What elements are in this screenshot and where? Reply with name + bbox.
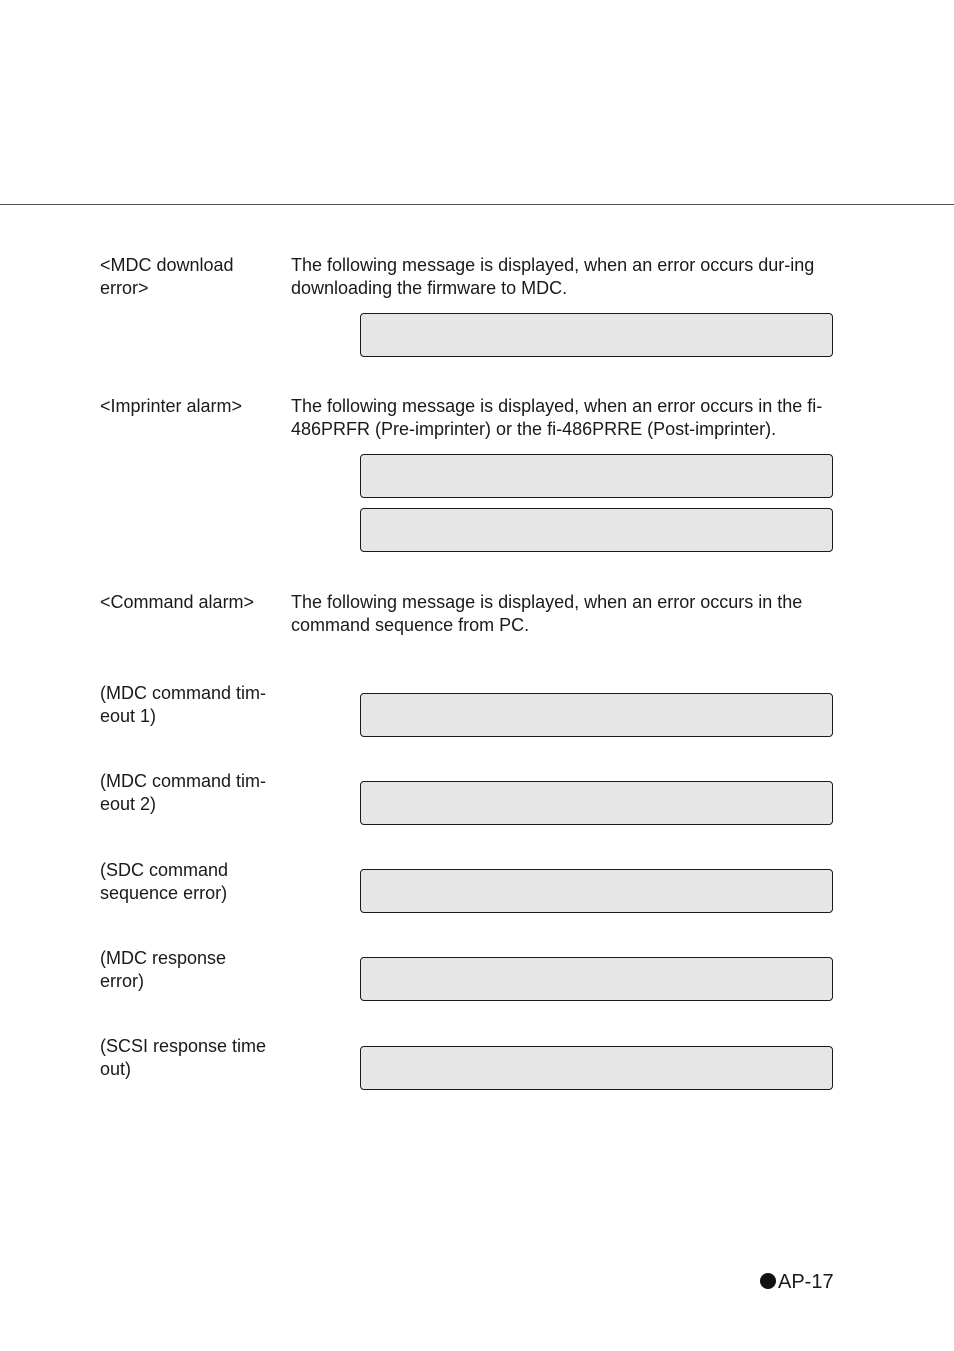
lcd-message-box	[360, 454, 833, 498]
imprinter-alarm-description: The following message is displayed, when an error occurs in the fi-486PRFR (Pre-imprinter) or the fi-486PRRE (Post-imprinter).	[291, 396, 823, 439]
lcd-message-box	[360, 508, 833, 552]
scsi-response-time-out-label: (SCSI response time out)	[100, 1036, 267, 1079]
lcd-message-box	[360, 1046, 833, 1090]
lcd-message-box	[360, 869, 833, 913]
imprinter-alarm-label: <Imprinter alarm>	[100, 396, 243, 416]
sdc-command-sequence-error-label: (SDC command sequence error)	[100, 860, 229, 903]
mdc-command-timeout-2-label: (MDC command tim-eout 2)	[100, 771, 267, 814]
lcd-message-box	[360, 957, 833, 1001]
mdc-download-error-label: <MDC download error>	[100, 255, 234, 298]
lcd-message-box	[360, 781, 833, 825]
page-footer	[760, 1269, 834, 1295]
mdc-response-error-label: (MDC response error)	[100, 948, 227, 991]
bullet-icon	[760, 1273, 776, 1289]
mdc-download-error-description: The following message is displayed, when an error occurs dur-ing downloading the firmware to MDC.	[291, 255, 815, 298]
command-alarm-label: <Command alarm>	[100, 592, 255, 612]
lcd-message-box	[360, 693, 833, 737]
mdc-command-timeout-1-label: (MDC command tim-eout 1)	[100, 683, 267, 726]
page-number: AP-17	[778, 1271, 834, 1293]
lcd-message-box	[360, 313, 833, 357]
command-alarm-description: The following message is displayed, when an error occurs in the command sequence from PC.	[291, 592, 803, 635]
header-rule	[0, 204, 954, 205]
